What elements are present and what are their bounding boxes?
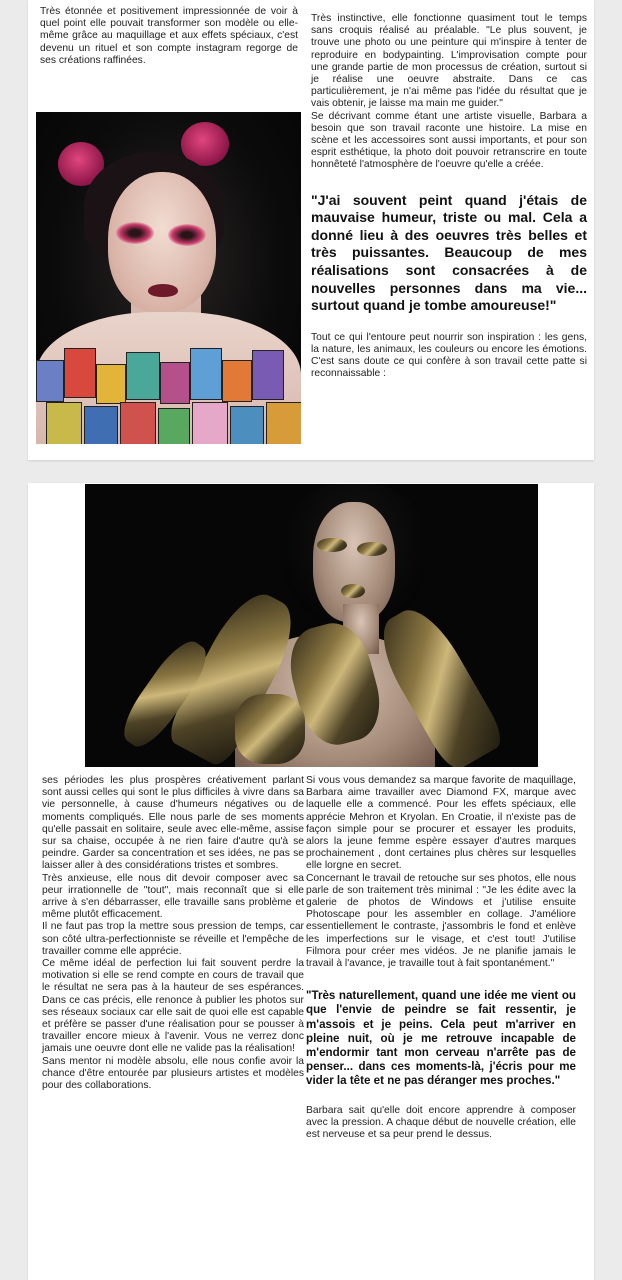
pull-quote-inspiration: "Très naturellement, quand une idée me vient ou que l'envie de peindre se fait ressentir, je m'assois et je peins. Cela peut m'arriver en pleine nuit, où je me retrouve incapable de m'endormir tant mon cerveau n'arrête pas de penser... dans ces moments-là, j'écris pour me vider la tête et ne pas déranger mes proches." [306,989,576,1088]
paragraph-anxious: Très anxieuse, elle nous dit devoir composer avec sa peur irrationnelle de "tout", mais reconnaît que si elle arrive à s'en débarrasser, elle travaille sans problème et même plutôt efficacement. [42,872,304,921]
paragraph-pressure: Il ne faut pas trop la mettre sous pression de temps, car son côté ultra-perfectionniste se réveille et l'empêche de travailler comme elle apprécie. [42,921,304,957]
article-card-bottom [28,483,594,1280]
pull-quote-mood: "J'ai souvent peint quand j'étais de mauvaise humeur, triste ou mal. Cela a donné lieu à des oeuvres très belles et très puissantes. Beaucoup de mes réalisations sont consacrées à de nouvelles personnes dans ma vie... surtout quand je tombe amoureuse!" [311,191,587,314]
paragraph-makeup-brands: Si vous vous demandez sa marque favorite de maquillage, Barbara aime travailler avec Diamond FX, marque avec laquelle elle a commencé. Pour les effets spéciaux, elle apprécie Mehron et Kryolan. En Croatie, il n'existe pas de façon simple pour se procurer et essayer les produits, alors la jeune femme espère essayer d'autres marques prochainement , dont certaines plus chères sur lesquelles elle lorgne en secret. [306,775,576,872]
paragraph-perfection: Ce même idéal de perfection lui fait souvent perdre la motivation si elle se rend compte en cours de travail que le résultat ne sera pas à la hauteur de ses espérances. Dans ce cas précis, elle renonce à publier les photos sur ses réseaux sociaux car elle sait de quoi elle est capable et préfère se passer d'une réalisation pour se pousser à travailler encore mieux à l'avenir. Vous ne verrez donc jamais une oeuvre dont elle ne valide pas la réalisation! [42,958,304,1055]
paragraph-visual-artist: Se décrivant comme étant une artiste visuelle, Barbara a besoin que son travail raconte une histoire. La mise en scène et les accessoires sont aussi importants, et pour son esprit esthétique, la photo doit pouvoir retranscrire en toute honnêteté l'atmosphère de l'oeuvre qu'elle a créée. [311,110,587,171]
bodypainting-photo-gold-hands[interactable] [85,484,538,767]
left-column [40,6,298,67]
paragraph-prosperous-periods: ses périodes les plus prospères créativement parlant sont aussi celles qui sont le plus difficiles à vivre dans sa vie personnelle, à cause d'humeurs négatives ou de moments compliqués. Elle nous parle de ses moments qu'elle passait en solitaire, seule avec elle-même, assise sur sa chaise, occupée à ne rien faire d'autre qu'à se peindre. Garder sa concentration et ses idées, ne pas se laisser aller à des considérations tristes et sombres. [42,775,304,872]
article-card-top [28,0,594,460]
left-column [42,775,304,1092]
paragraph-pressure-learning: Barbara sait qu'elle doit encore apprendre à composer avec la pression. A chaque début de nouvelle création, elle est nerveuse et sa peur prend le dessus. [306,1104,576,1141]
right-column [311,13,587,381]
paragraph-inspiration: Tout ce qui l'entoure peut nourrir son inspiration : les gens, la nature, les animaux, les couleurs ou encore les émotions. C'est sans doute ce qui confère à son travail cette patte si reconnaissable : [311,331,587,380]
paragraph-instinctive: Très instinctive, elle fonctionne quasiment tout le temps sans croquis réalisé au préalable. "Le plus souvent, je trouve une photo ou une peinture qui m'inspire à tenter de reproduire en bodypainting. L'improvisation compte pour une grande partie de mon processus de création, surtout si je réalise une oeuvre abstraite. Dans ce cas particulièrement, je n'ai même pas l'idée du résultat que je vais obtenir, je laisse ma main me guider." [311,13,587,110]
paragraph-retouching: Concernant le travail de retouche sur ses photos, elle nous parle de son traitement très minimal : "Je les édite avec la galerie de photos de Windows et j'utilise ensuite Photoscape pour les assembler en collage. J'améliore essentiellement le contraste, j'assombris le fond et enlève les imperfections sur le visage, et c'est tout! J'utilise Filmora pour créer mes vidéos. Je ne planifie jamais le travail à l'avance, je travaille tout à fait spontanément." [306,872,576,970]
intro-paragraph: Très étonnée et positivement impressionnée de voir à quel point elle pouvait transformer son modèle ou elle-même grâce au maquillage et aux effets spéciaux, c'est devenu un rituel et son compte instagram regorge de ses créations raffinées. [40,6,298,66]
bodypainting-photo-pink[interactable] [36,112,301,444]
paragraph-mentor: Sans mentor ni modèle absolu, elle nous confie avoir la chance d'être entourée par plusieurs artistes et modèles pour des collaborations. [42,1055,304,1092]
right-column [306,775,576,1141]
